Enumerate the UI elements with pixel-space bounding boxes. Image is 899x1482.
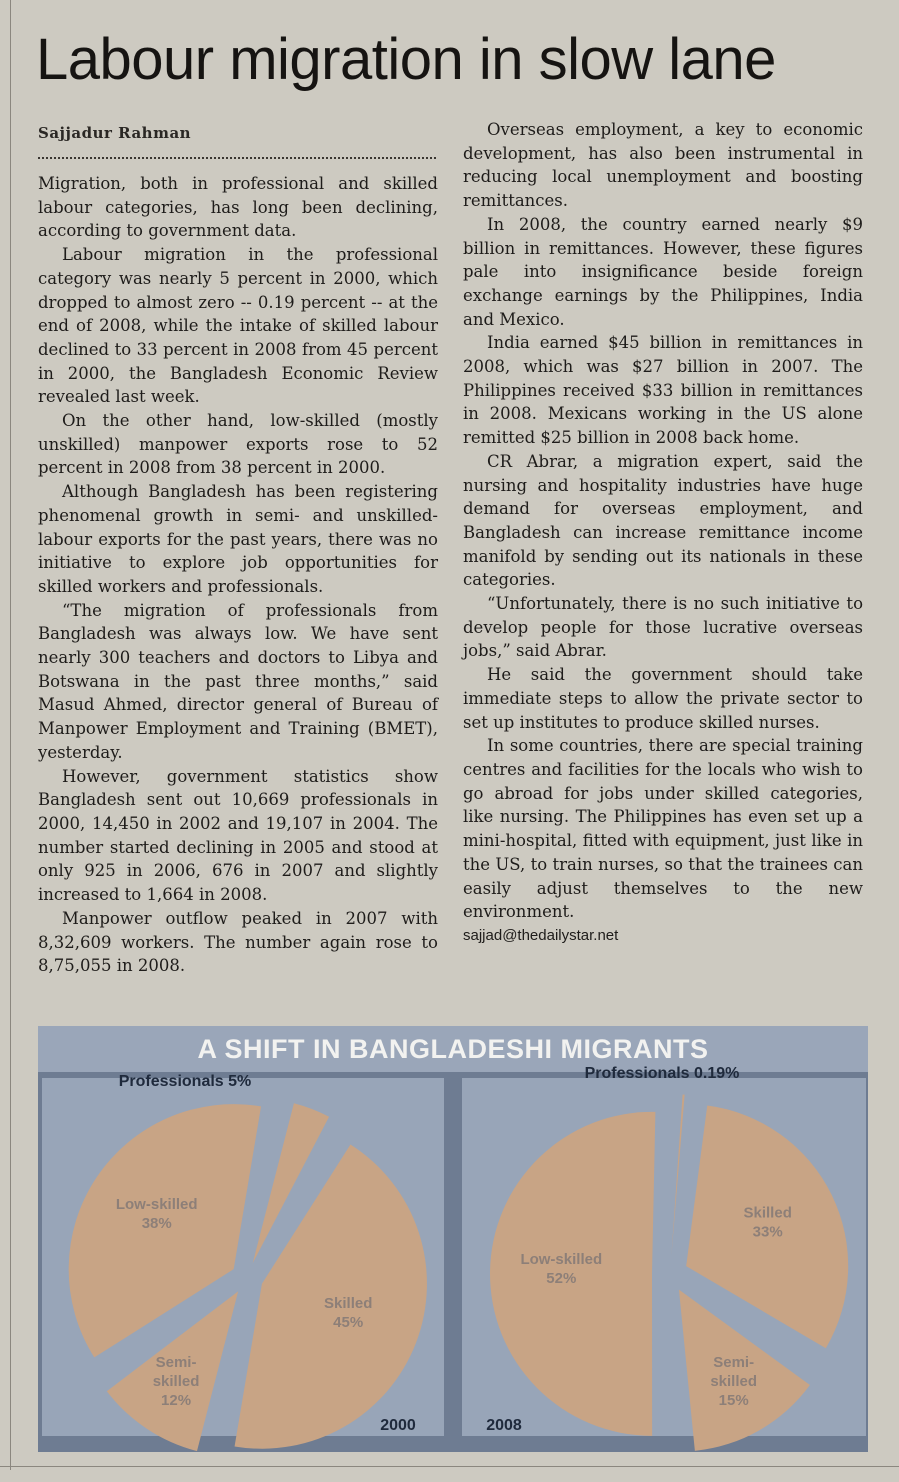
pie-label-professionals-2008: Professionals 0.19% bbox=[584, 1065, 740, 1082]
pie-label-semi-skilled-2008: Semi-skilled 15% bbox=[710, 1354, 758, 1410]
paragraph: In 2008, the country earned nearly $9 billion in remittances. However, these figures pale into insignificance beside foreign exchange earnings by the Philippines, India and Mexico. bbox=[463, 214, 863, 329]
pie-label-skilled-2008: Skilled 33% bbox=[743, 1204, 792, 1241]
paragraph: India earned $45 billion in remittances in 2008, which was $27 billion in 2007. The Philippines received $33 billion in remittances in 2008. Mexicans working in the US alone remitted $25 billion in 2008 back home. bbox=[463, 333, 863, 448]
pie-panel-2000 bbox=[42, 1073, 444, 1436]
pie-label-low-skilled-2008: Low-skilled 52% bbox=[520, 1250, 603, 1287]
byline-divider bbox=[38, 157, 436, 159]
article-column-left bbox=[38, 172, 438, 978]
pie-label-low-skilled-2000: Low-skilled 38% bbox=[115, 1196, 198, 1233]
headline: Labour migration in slow lane bbox=[36, 27, 776, 92]
paragraph: In some countries, there are special training centres and facilities for the locals who wish to go abroad for jobs under skilled categories, like nursing. The Philippines has even set up a mini-hospital, fitted with equipment, just like in the US, to train nurses, so that the trainees can easily adjust themselves to the new environment. bbox=[463, 736, 863, 922]
paragraph: On the other hand, low-skilled (mostly unskilled) manpower exports rose to 52 percent in 2008 from 38 percent in 2000. bbox=[38, 411, 438, 478]
paragraph: “Unfortunately, there is no such initiative to develop people for those lucrative overseas jobs,” said Abrar. bbox=[463, 594, 863, 661]
pie-panel-2008 bbox=[462, 1065, 866, 1436]
article-column-right bbox=[463, 118, 863, 948]
pie-year-label-2008: 2008 bbox=[486, 1417, 522, 1434]
graphic-title: A SHIFT IN BANGLADESHI MIGRANTS bbox=[38, 1026, 868, 1072]
paragraph: “The migration of professionals from Bangladesh was always low. We have sent nearly 300 teachers and doctors to Libya and Botswana in the past three months,” said Masud Ahmed, director general of Bureau of Manpower Employment and Training (BMET), yesterday. bbox=[38, 600, 438, 762]
paragraph: He said the government should take immediate steps to allow the private sector to set up institutes to produce skilled nurses. bbox=[463, 665, 863, 732]
pie-label-professionals-2000: Professionals 5% bbox=[118, 1073, 252, 1090]
paragraph: Overseas employment, a key to economic development, has also been instrumental in reducing local unemployment and boosting remittances. bbox=[463, 120, 863, 211]
paragraph: Manpower outflow peaked in 2007 with 8,32,609 workers. The number again rose to 8,75,055 in 2008. bbox=[38, 908, 438, 976]
author-email[interactable]: sajjad@thedailystar.net bbox=[463, 926, 619, 944]
paragraph: Although Bangladesh has been registering phenomenal growth in semi- and unskilled-labour exports for the past years, there was no initiative to explore job opportunities for skilled workers and professionals. bbox=[38, 482, 438, 596]
pie-chart-2000 bbox=[42, 1073, 444, 1436]
pie-chart-2008 bbox=[462, 1065, 866, 1436]
pie-year-label-2000: 2000 bbox=[380, 1417, 416, 1434]
pie-label-semi-skilled-2000: Semi-skilled 12% bbox=[152, 1353, 200, 1409]
page-bottom-rule bbox=[0, 1466, 899, 1467]
paragraph: Migration, both in professional and skilled labour categories, has long been declining, according to government data. bbox=[38, 174, 438, 241]
pie-slice-professionals-2008 bbox=[671, 1094, 684, 1256]
paragraph: Labour migration in the professional category was nearly 5 percent in 2000, which dropped to almost zero -- 0.19 percent -- at the end of 2008, while the intake of skilled labour declined to 33 percent in 2008 from 45 percent in 2000, the Bangladesh Economic Review revealed last week. bbox=[38, 245, 438, 407]
paragraph: CR Abrar, a migration expert, said the nursing and hospitality industries have huge demand for overseas employment, and Bangladesh can increase remittance income manifold by sending out its nationals in these categories. bbox=[463, 451, 863, 590]
column-rule bbox=[10, 0, 11, 1470]
paragraph: However, government statistics show Bangladesh sent out 10,669 professionals in 2000, 14,450 in 2002 and 19,107 in 2004. The number started declining in 2005 and stood at only 925 in 2006, 676 in 2007 and slightly increased to 1,664 in 2008. bbox=[38, 766, 438, 905]
byline: Sajjadur Rahman bbox=[38, 124, 192, 142]
pie-label-skilled-2000: Skilled 45% bbox=[324, 1294, 373, 1331]
migrants-graphic bbox=[38, 1026, 868, 1452]
